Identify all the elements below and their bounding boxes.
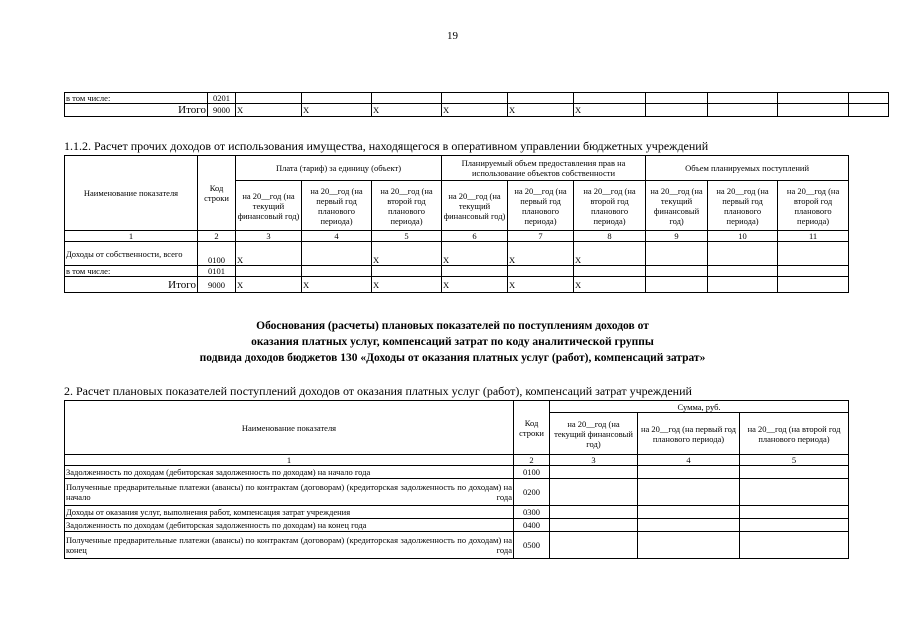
- row-code: 9000: [198, 277, 236, 293]
- row-code: 0100: [198, 242, 236, 266]
- period-first: на 20__год (на первый год планового периода): [302, 181, 372, 231]
- total-label: Итого: [65, 104, 208, 117]
- row-label: Доходы от собственности, всего: [65, 242, 198, 266]
- justification-line: оказания платных услуг, компенсаций затрат по коду аналитической группы: [251, 336, 654, 348]
- cell: X: [236, 104, 302, 117]
- header-row: [65, 401, 849, 413]
- cell: [646, 242, 708, 266]
- cell: X: [442, 277, 508, 293]
- group-header-sum: Сумма, руб.: [550, 401, 849, 413]
- row-label: Полученные предварительные платежи (авансы) по контрактам (договорам) (кредиторская задолженность по доходам) на конец года: [65, 532, 514, 559]
- column-number: 3: [550, 455, 638, 466]
- cell: [740, 519, 849, 532]
- col-header-name: Наименование показателя: [65, 156, 198, 231]
- column-number-row: [65, 231, 849, 242]
- cell: X: [372, 277, 442, 293]
- cell: X: [508, 277, 574, 293]
- cell: [302, 266, 372, 277]
- cell: [236, 266, 302, 277]
- cell: [574, 93, 646, 104]
- row-code: 0400: [514, 519, 550, 532]
- group-header-volume: Планируемый объем предоставления прав на использование объектов собственности: [442, 156, 646, 181]
- total-label: Итого: [65, 277, 198, 293]
- cell: [708, 93, 778, 104]
- row-code: 0100: [514, 466, 550, 479]
- column-number: 6: [442, 231, 508, 242]
- column-number: 7: [508, 231, 574, 242]
- cell: [708, 242, 778, 266]
- period-first: на 20__год (на первый год планового периода): [508, 181, 574, 231]
- cell: [740, 479, 849, 506]
- column-number: 3: [236, 231, 302, 242]
- row-label: Доходы от оказания услуг, выполнения работ, компенсация затрат учреждения: [65, 506, 514, 519]
- cell: X: [574, 277, 646, 293]
- table-row: [65, 479, 849, 506]
- cell: [550, 466, 638, 479]
- cell: [372, 266, 442, 277]
- period-current: на 20__год (на текущий финансовый год): [646, 181, 708, 231]
- cell: [646, 93, 708, 104]
- col-header-code: Код строки: [198, 156, 236, 231]
- cell: X: [508, 242, 574, 266]
- column-number: 2: [514, 455, 550, 466]
- column-number-row: [65, 455, 849, 466]
- row-label: в том числе:: [65, 93, 208, 104]
- cell: [849, 104, 889, 117]
- period-second: на 20__год (на второй год планового периода): [740, 413, 849, 455]
- period-first: на 20__год (на первый год планового периода): [708, 181, 778, 231]
- section-title-112: 1.1.2. Расчет прочих доходов от использования имущества, находящегося в оперативном управлении бюджетных учреждений: [64, 139, 709, 153]
- cell: [740, 506, 849, 519]
- table-row: [65, 519, 849, 532]
- cell: [646, 266, 708, 277]
- cell: [849, 93, 889, 104]
- cell: [302, 242, 372, 266]
- period-first: на 20__год (на первый год планового периода): [638, 413, 740, 455]
- cell: [638, 506, 740, 519]
- column-number: 10: [708, 231, 778, 242]
- cell: X: [508, 104, 574, 117]
- cell: [708, 104, 778, 117]
- cell: [778, 93, 849, 104]
- column-number: 5: [372, 231, 442, 242]
- cell: [646, 277, 708, 293]
- table-row: [65, 93, 889, 104]
- column-number: 4: [638, 455, 740, 466]
- row-label: в том числе:: [65, 266, 198, 277]
- cell: [638, 532, 740, 559]
- cell: [708, 277, 778, 293]
- cell: [550, 479, 638, 506]
- cell: [646, 104, 708, 117]
- col-header-code: Код строки: [514, 401, 550, 455]
- justification-line: подвида доходов бюджетов 130 «Доходы от оказания платных услуг (работ), компенсаций затрат»: [199, 352, 706, 364]
- property-income-table: [64, 155, 849, 293]
- column-number: 8: [574, 231, 646, 242]
- cell: X: [574, 242, 646, 266]
- row-code: 0200: [514, 479, 550, 506]
- cell: [638, 519, 740, 532]
- cell: [442, 93, 508, 104]
- group-header-receipts: Объем планируемых поступлений: [646, 156, 849, 181]
- top-table: [64, 92, 889, 117]
- row-code: 0101: [198, 266, 236, 277]
- cell: [574, 266, 646, 277]
- justification-line: Обоснования (расчеты) плановых показателей по поступлениям доходов от: [256, 320, 649, 332]
- paid-services-table: [64, 400, 849, 559]
- cell: X: [302, 104, 372, 117]
- column-number: 5: [740, 455, 849, 466]
- row-code: 0500: [514, 532, 550, 559]
- cell: [550, 506, 638, 519]
- table-row: [65, 506, 849, 519]
- column-number: 1: [65, 231, 198, 242]
- cell: X: [236, 277, 302, 293]
- table-row: [65, 266, 849, 277]
- cell: [778, 277, 849, 293]
- cell: [740, 532, 849, 559]
- group-header-price: Плата (тариф) за единицу (объект): [236, 156, 442, 181]
- cell: [236, 93, 302, 104]
- cell: [372, 93, 442, 104]
- table-row: [65, 277, 849, 293]
- cell: [550, 532, 638, 559]
- cell: X: [442, 104, 508, 117]
- period-current: на 20__год (на текущий финансовый год): [236, 181, 302, 231]
- cell: X: [372, 242, 442, 266]
- cell: [442, 266, 508, 277]
- period-current: на 20__год (на текущий финансовый год): [550, 413, 638, 455]
- row-label: Полученные предварительные платежи (авансы) по контрактам (договорам) (кредиторская задолженность по доходам) на начало года: [65, 479, 514, 506]
- table-row: [65, 466, 849, 479]
- cell: [508, 266, 574, 277]
- header-row: [65, 156, 849, 181]
- cell: [302, 93, 372, 104]
- cell: [778, 104, 849, 117]
- row-label: Задолженность по доходам (дебиторская задолженность по доходам) на конец года: [65, 519, 514, 532]
- cell: [778, 266, 849, 277]
- table-row: [65, 104, 889, 117]
- row-label: Задолженность по доходам (дебиторская задолженность по доходам) на начало года: [65, 466, 514, 479]
- cell: [638, 466, 740, 479]
- table-row: [65, 242, 849, 266]
- cell: [638, 479, 740, 506]
- col-header-name: Наименование показателя: [65, 401, 514, 455]
- cell: [708, 266, 778, 277]
- column-number: 2: [198, 231, 236, 242]
- column-number: 1: [65, 455, 514, 466]
- cell: X: [574, 104, 646, 117]
- cell: [508, 93, 574, 104]
- column-number: 9: [646, 231, 708, 242]
- cell: X: [372, 104, 442, 117]
- column-number: 11: [778, 231, 849, 242]
- justification-heading: [0, 318, 905, 366]
- period-second: на 20__год (на второй год планового периода): [574, 181, 646, 231]
- cell: X: [302, 277, 372, 293]
- period-second: на 20__год (на второй год планового периода): [778, 181, 849, 231]
- row-code: 0300: [514, 506, 550, 519]
- cell: [740, 466, 849, 479]
- row-code: 9000: [208, 104, 236, 117]
- cell: X: [236, 242, 302, 266]
- page-number: 19: [447, 30, 458, 42]
- table-row: [65, 532, 849, 559]
- section-title-2: 2. Расчет плановых показателей поступлений доходов от оказания платных услуг (работ), компенсаций затрат учреждений: [64, 384, 692, 398]
- cell: [550, 519, 638, 532]
- period-second: на 20__год (на второй год планового периода): [372, 181, 442, 231]
- cell: [778, 242, 849, 266]
- period-current: на 20__год (на текущий финансовый год): [442, 181, 508, 231]
- row-code: 0201: [208, 93, 236, 104]
- column-number: 4: [302, 231, 372, 242]
- cell: X: [442, 242, 508, 266]
